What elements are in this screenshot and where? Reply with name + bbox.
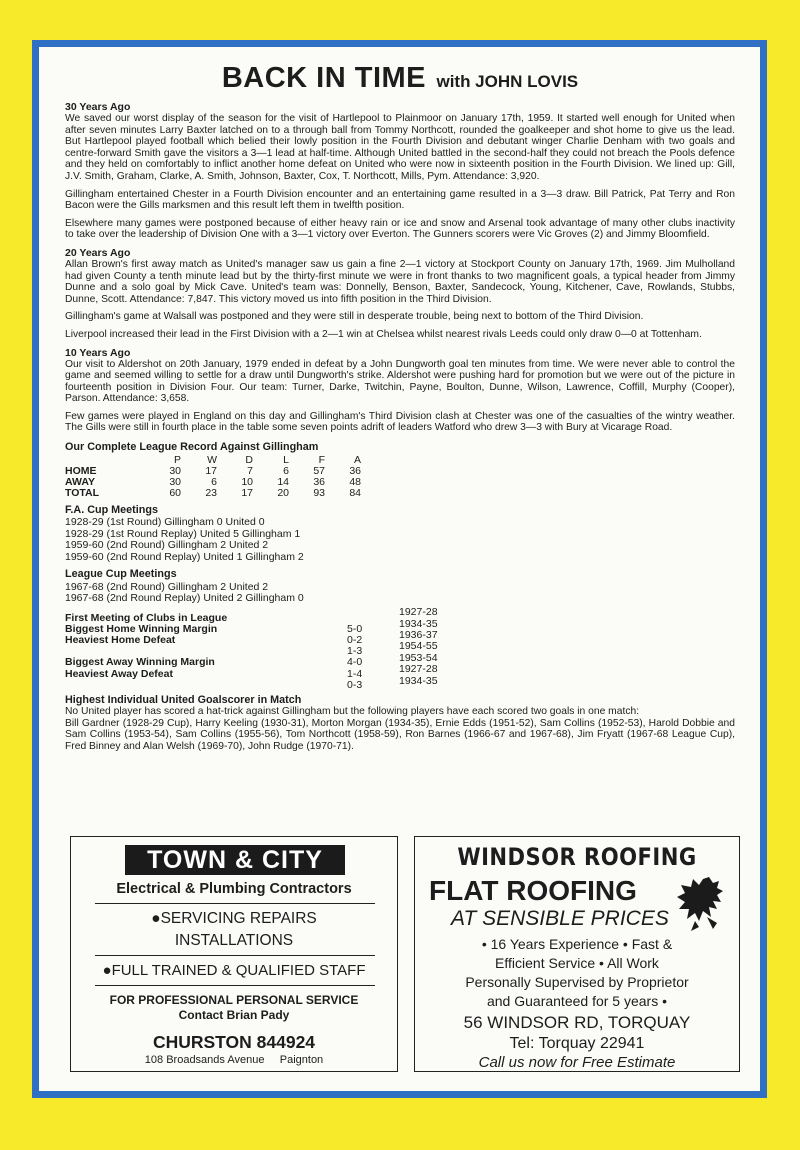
divider [95,955,375,956]
row-label: TOTAL [65,486,100,499]
heaviest-away-label: Heaviest Away Defeat [65,667,173,680]
cell: 17 [241,486,253,499]
league-cup-heading: League Cup Meetings [65,568,177,581]
windsor-title: WINDSOR ROOFING [457,843,697,871]
cell: 57 [313,464,325,477]
column-header: D [245,453,253,466]
advert-address: 108 Broadsands Avenue Paignton [144,1054,324,1066]
table-header-row [65,455,361,466]
service-line: ●FULL TRAINED & QUALIFIED STAFF [102,962,366,979]
cell: 36 [313,475,325,488]
feature-line: Efficient Service • All Work [495,955,659,971]
advert-subtitle: Electrical & Plumbing Contractors [116,881,352,897]
score: 0-3 [347,678,363,691]
records-list [65,605,735,691]
sensible-prices: AT SENSIBLE PRICES [451,907,669,930]
first-meeting-label: First Meeting of Clubs in League [65,611,228,624]
cell: 93 [313,486,325,499]
column-header: P [173,453,181,466]
cell: 14 [277,475,289,488]
advert-tagline: FOR PROFESSIONAL PERSONAL SERVICE [109,993,359,1007]
paragraph: Gillingham's game at Walsall was postponed and they were still in desperate trouble, being next to bottom of the Third Division. [65,311,644,323]
score: 4-0 [347,655,363,668]
cell: 23 [205,486,217,499]
season: 1934-35 [399,617,438,630]
bullet-icon: ● [151,910,161,927]
lion-rampant-icon [673,875,733,933]
season: 1936-37 [399,628,438,641]
fa-cup-line: 1959-60 (2nd Round) Gillingham 2 United 2 [65,539,269,552]
heaviest-home-label: Heaviest Home Defeat [65,633,176,646]
paragraph: Few games were played in England on this day and Gillingham's Third Division clash at Chester was one of the casualties of the wintry weather. The Gills were still in fourth place in the table some seven points adrift of leaders Watford who drew 3—3 with Bury at Vicarage Road. [65,410,735,434]
cell: 6 [283,464,289,477]
record-heading: Our Complete League Record Against Gillingham [65,441,319,454]
fa-cup-line: 1928-29 (1st Round) Gillingham 0 United 0 [65,516,265,529]
cell: 10 [241,475,253,488]
cell: 84 [349,486,361,499]
row-label: AWAY [65,475,95,488]
paragraph: Liverpool increased their lead in the First Division with a 2—1 win at Chelsea whilst nearest rivals Leeds could only draw 0—0 at Tottenham. [65,328,702,340]
league-record [65,442,735,752]
cell: 20 [277,486,289,499]
windsor-cta: Call us now for Free Estimate [478,1054,676,1071]
season: 1954-55 [399,639,438,652]
season: 1927-28 [399,605,438,618]
advert-contact: Contact Brian Pady [178,1008,290,1022]
cell: 17 [205,464,217,477]
feature-line: • 16 Years Experience • Fast & [481,936,673,952]
season: 1927-28 [399,662,438,675]
table-row [65,488,361,499]
table-row [65,477,361,488]
article-title: BACK IN TIME [221,62,427,94]
article-byline: with JOHN LOVIS [436,72,579,91]
service-line: INSTALLATIONS [174,932,294,949]
fa-cup-line: 1959-60 (2nd Round Replay) United 1 Gillingham 2 [65,550,304,563]
section-heading: 10 Years Ago [65,346,131,359]
fa-cup-heading: F.A. Cup Meetings [65,503,158,516]
article-title-block [65,62,735,95]
paragraph: Allan Brown's first away match as United's manager saw us gain a fine 2—1 victory at Stockport County on January 17th, 1969. Jim Mulholland had given County a tenth minute lead but by the thirty-first minute we were in front thanks to two magnificent goals, a typical header from Jimmy Dunne and a solo goal by Mick Cave. United's team was: Donnelly, Benson, Baxter, Sandecock, Young, Kitchener, Cave, Rowlands, Stubbs, Dunne, Scott. Attendance: 7,847. This victory moved us into fifth position in the Third Division. [65,258,735,305]
paragraph: We saved our worst display of the season for the visit of Hartlepool to Plainmoor on January 17th, 1959. It started well enough for United when after seven minutes Larry Baxter latched on to a through ball from Tommy Northcott, rounded the goalkeeper and shot home to give us the lead. But Hartlepool played football which belied their lowly position in the Fourth Division and debutant winger Charlie Denham with two goals and centre-forward Smith gave the visitors a 3—1 lead at half-time. Although United battled in the second-half they could not breach the Pools defence and they held on comfortably to inflict another home defeat on United who were now in sixteenth position in the Fourth Division. We lined up: Gill, J.V. Smith, Graham, Clarke, A. Smith, Johnson, Baxter, Cox, T. Northcott, Mills, Pym. Attendance: 3,920. [65,113,735,182]
cell: 30 [169,464,181,477]
advert-phone: CHURSTON 844924 [152,1032,316,1052]
section-heading: 20 Years Ago [65,246,131,259]
column-header: A [353,453,361,466]
windsor-roofing-advert [414,836,740,1072]
article [65,58,735,752]
score: 5-0 [347,622,363,635]
town-city-advert [70,836,398,1072]
column-header: L [283,453,289,466]
service-line: ●SERVICING REPAIRS [151,910,317,927]
score: 1-4 [347,667,363,680]
column-header: W [207,453,217,466]
divider [95,985,375,986]
scorers-heading: Highest Individual United Goalscorer in Match [65,693,302,706]
column-header: F [318,453,325,466]
windsor-phone: Tel: Torquay 22941 [509,1035,645,1052]
cell: 6 [211,475,217,488]
flat-roofing-heading: FLAT ROOFING [429,875,637,906]
biggest-home-label: Biggest Home Winning Margin [65,622,218,635]
bullet-icon: ● [102,962,112,979]
season: 1934-35 [399,674,438,687]
paragraph: Gillingham entertained Chester in a Fourth Division encounter and an entertaining game resulted in a 3—3 draw. Bill Patrick, Pat Terry and Ron Bacon were the Gills marksmen and this result left them in twelfth position. [65,188,735,212]
season: 1953-54 [399,651,438,664]
cell: 30 [169,475,181,488]
paragraph: Our visit to Aldershot on 20th January, 1979 ended in defeat by a John Dungworth goal ten minutes from time. We were never able to control the game and seemed willing to settle for a draw until Dungworth's strike. Aldershot were pushing hard for promotion but we were out of the picture in fourteenth position in Division Four. Our team: Turner, Darke, Twitchin, Payne, Boulton, Dunne, Wilson, Lawrence, Coffill, Murphy (Cooper), Parson. Attendance: 3,658. [65,358,735,405]
league-cup-line: 1967-68 (2nd Round) Gillingham 2 United 2 [65,580,269,593]
scorers-list: Bill Gardner (1928-29 Cup), Harry Keeling (1930-31), Morton Morgan (1934-35), Ernie Edds (1951-52), Sam Collins (1952-53), Harold Dobbie and Sam Collins (1953-54), Sam Collins (1955-56), Tom Northcott (1958-59), Ron Barnes (1966-67 and 1967-68), Jim Fryatt (1967-68 League Cup), Fred Binney and Alan Welsh (1969-70), John Rudge (1970-71). [65,717,735,752]
section-heading: 30 Years Ago [65,101,131,113]
divider [95,903,375,904]
cell: 60 [169,486,181,499]
paragraph: Elsewhere many games were postponed because of either heavy rain or ice and snow and Arsenal took advantage of many other clubs inactivity to take over the leadership of Division One with a 3—1 victory over Everton. The Gunners scorers were Vic Groves (2) and Jimmy Bloomfield. [65,217,735,241]
feature-line: Personally Supervised by Proprietor [465,974,689,990]
cell: 48 [349,475,361,488]
record-table [65,455,361,499]
windsor-address: 56 WINDSOR RD, TORQUAY [463,1013,691,1032]
score: 1-3 [347,644,363,657]
scorers-intro: No United player has scored a hat-trick against Gillingham but the following players have each scored two goals in one match: [65,706,640,718]
cell: 36 [349,464,361,477]
fa-cup-line: 1928-29 (1st Round Replay) United 5 Gillingham 1 [65,527,301,540]
scorers-section [65,695,735,753]
biggest-away-label: Biggest Away Winning Margin [65,655,215,668]
score: 0-2 [347,633,363,646]
cell: 7 [247,464,253,477]
row-label: HOME [65,464,97,477]
town-city-logo: TOWN & CITY [125,845,345,875]
table-row [65,466,361,477]
league-cup-line: 1967-68 (2nd Round Replay) United 2 Gillingham 0 [65,592,304,605]
feature-line: and Guaranteed for 5 years • [486,993,667,1009]
